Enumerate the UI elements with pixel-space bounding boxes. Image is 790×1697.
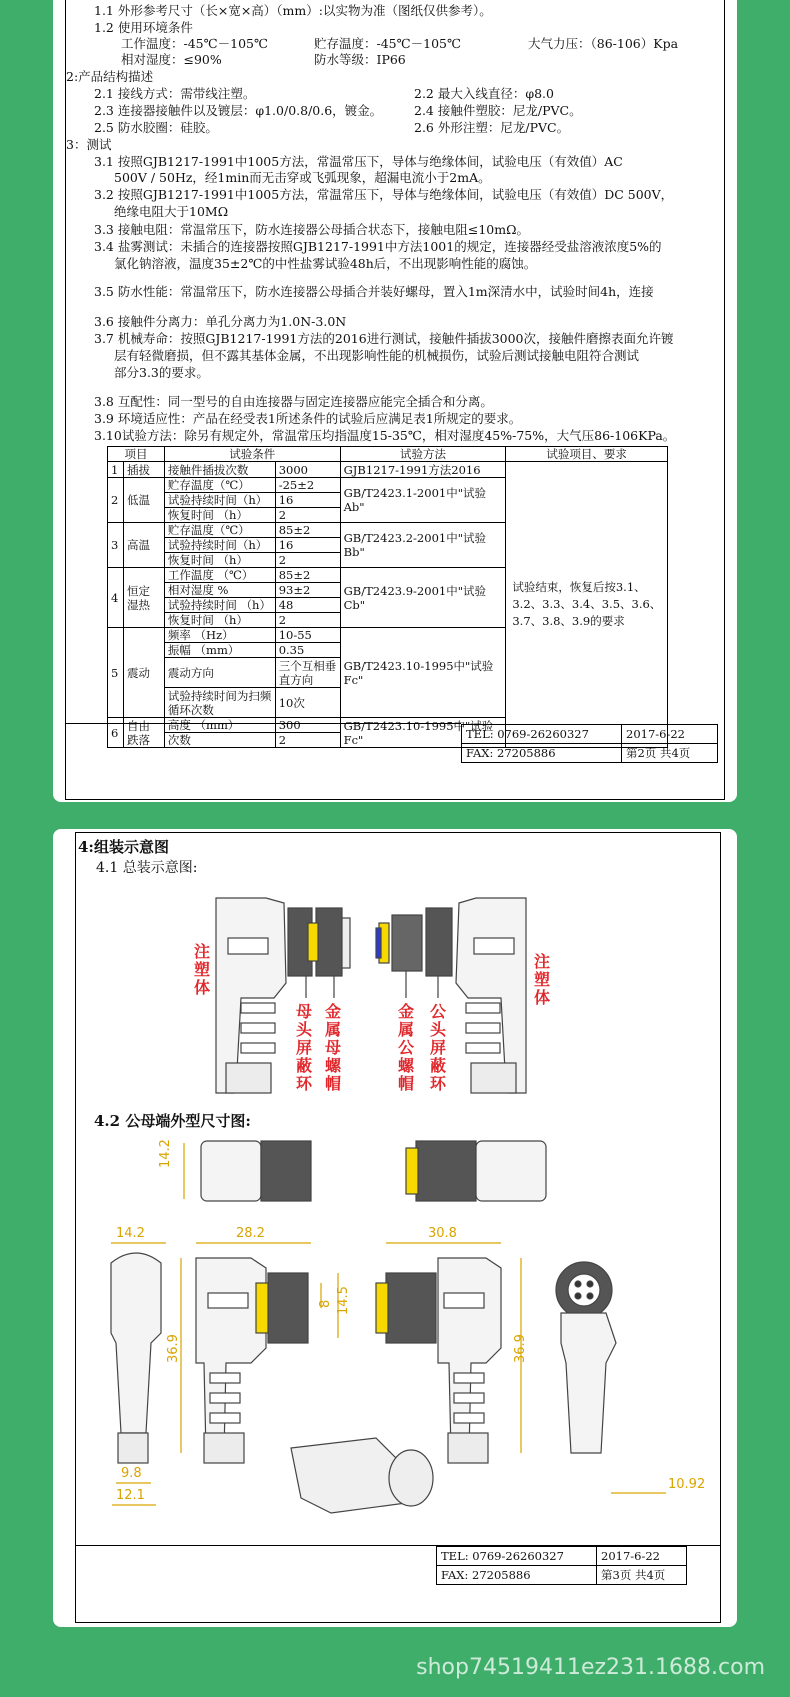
spec-3-9: 3.9 环境适应性：产品在经受表1所述条件的试验后应满足表1所规定的要求。 [94, 411, 522, 426]
spec-sheet-frame [65, 0, 725, 800]
row-no: 3 [108, 523, 124, 568]
spec-3-7c: 部分3.3的要求。 [114, 365, 209, 380]
cond-name: 高度 （mm） [164, 718, 275, 733]
cond-value: 10-55 [275, 628, 340, 643]
header-method: 试验方法 [340, 447, 506, 462]
header-requirement: 试验项目、要求 [506, 447, 668, 462]
dim-label: 30.8 [428, 1226, 457, 1241]
env-pressure: 大气力压：（86-106）Kpa [528, 36, 679, 51]
dim-label: 14.5 [336, 1286, 351, 1315]
dimension-drawing [76, 1133, 716, 1533]
spec-3-7b: 层有轻微磨损，但不露其基体金属，不出现影响性能的机械损伤，试验后测试接触电阻符合测试 [114, 348, 640, 363]
drawing-sheet-frame [75, 832, 721, 1623]
env-humidity: 相对湿度：≤90% [121, 52, 222, 67]
row-item: 恒定湿热 [123, 568, 164, 628]
cond-name: 相对湿度 % [164, 583, 275, 598]
cond-name: 震动方向 [164, 658, 275, 688]
spec-3-3: 3.3 接触电阻：常温常压下，防水连接器公母插合状态下，接触电阻≤10mΩ。 [94, 222, 529, 237]
dim-label: 36.9 [166, 1334, 181, 1363]
spec-2-3: 2.3 连接器接触件以及镀层：φ1.0/0.8/0.6，镀金。 [94, 103, 383, 118]
cond-value: 2 [275, 733, 340, 748]
cond-name: 恢复时间 （h） [164, 508, 275, 523]
assembly-subtitle: 4.1 总装示意图: [96, 860, 198, 876]
row-method: GB/T2423.1-2001中"试验Ab" [340, 478, 506, 523]
shop-watermark: shop74519411ez231.1688.com [416, 1655, 765, 1680]
dimension-subtitle: 4.2 公母端外型尺寸图: [94, 1112, 251, 1130]
spec-3-8: 3.8 互配性：同一型号的自由连接器与固定连接器应能完全插合和分离。 [94, 394, 493, 409]
cond-name: 贮存温度（℃） [164, 478, 275, 493]
spec-3-5: 3.5 防水性能：常温常压下，防水连接器公母插合并装好螺母，置入1m深清水中，试验时间4h，连接 [94, 284, 654, 299]
cond-value: 10次 [275, 688, 340, 718]
header-item: 项目 [108, 447, 165, 462]
row-method: GJB1217-1991方法2016 [340, 462, 506, 478]
row-method: GB/T2423.10-1995中"试验Fc" [340, 718, 506, 748]
cond-name: 试验持续时间为扫频循环次数 [164, 688, 275, 718]
spec-3-6: 3.6 接触件分离力：单孔分离力为1.0N-3.0N [94, 314, 347, 329]
spec-3-10: 3.10试验方法：除另有规定外，常温常压均指温度15-35℃，相对湿度45%-75%，大气压86-106KPa。 [94, 428, 676, 443]
cond-name: 恢复时间 （h） [164, 553, 275, 568]
header-condition: 试验条件 [164, 447, 340, 462]
cond-value: 85±2 [275, 568, 340, 583]
cond-name: 工作温度 （℃） [164, 568, 275, 583]
cond-name: 次数 [164, 733, 275, 748]
table-row [108, 462, 668, 478]
row-no: 5 [108, 628, 124, 718]
footer-fax: FAX: 27205886 [462, 744, 622, 763]
cond-name: 振幅 （mm） [164, 643, 275, 658]
footer-date: 2017-6-22 [622, 725, 718, 744]
spec-2-1: 2.1 接线方式：需带线注塑。 [94, 86, 256, 101]
cond-value: 三个互相垂直方向 [275, 658, 340, 688]
spec-3-7a: 3.7 机械寿命：按照GJB1217-1991方法的2016进行测试，接触件插拔3000次，接触件磨擦表面允许镀 [94, 331, 674, 346]
row-no: 4 [108, 568, 124, 628]
spec-3-1b: 500V / 50Hz，经1min而无击穿或飞弧现象，超漏电流小于2mA。 [114, 170, 491, 185]
row-item: 自由跌落 [123, 718, 164, 748]
cond-value: 300 [275, 718, 340, 733]
row-method: GB/T2423.2-2001中"试验Bb" [340, 523, 506, 568]
dim-label: 28.2 [236, 1226, 265, 1241]
cond-value: 0.35 [275, 643, 340, 658]
dim-label: 9.8 [121, 1466, 142, 1481]
cond-name: 贮存温度（℃） [164, 523, 275, 538]
row-no: 6 [108, 718, 124, 748]
cond-value: 85±2 [275, 523, 340, 538]
spec-3-4a: 3.4 盐雾测试：未插合的连接器按照GJB1217-1991中方法1001的规定，连接器经受盐溶液浓度5%的 [94, 239, 662, 254]
row-method: GB/T2423.10-1995中"试验Fc" [340, 628, 506, 718]
cond-value: 2 [275, 613, 340, 628]
cond-name: 试验持续时间（h） [164, 538, 275, 553]
label-right-body: 注塑体 [534, 952, 551, 1007]
cond-value: 16 [275, 493, 340, 508]
row-item: 高温 [123, 523, 164, 568]
row-no: 2 [108, 478, 124, 523]
label-male-shield: 公头屏蔽环 [430, 1002, 447, 1093]
label-left-body: 注塑体 [194, 942, 211, 997]
footer-tel: TEL: 0769-26260327 [462, 725, 622, 744]
footer-page: 第2页 共4页 [622, 744, 718, 763]
footer-divider [66, 723, 461, 724]
footer-date: 2017-6-22 [597, 1547, 687, 1566]
spec-3-1a: 3.1 按照GJB1217-1991中1005方法，常温常压下，导体与绝缘体间，试验电压（有效值）AC [94, 154, 623, 169]
env-work-temp: 工作温度：-45℃－105℃ [121, 36, 268, 51]
table-header-row [108, 447, 668, 462]
section-3-title: 3：测试 [66, 137, 112, 152]
spec-2-2: 2.2 最大入线直径：φ8.0 [414, 86, 554, 101]
cond-value: 2 [275, 553, 340, 568]
spec-2-5: 2.5 防水胶圈：硅胶。 [94, 120, 218, 135]
spec-page-3 [53, 829, 737, 1627]
cond-value: 3000 [275, 462, 340, 478]
assembly-drawing [76, 873, 716, 1113]
section-4-title: 4:组装示意图 [78, 838, 169, 856]
dim-label: 14.2 [116, 1226, 145, 1241]
cond-value: 2 [275, 508, 340, 523]
spec-1-2: 1.2 使用环境条件 [94, 20, 193, 35]
cond-name: 恢复时间 （h） [164, 613, 275, 628]
row-item: 插拔 [123, 462, 164, 478]
cond-name: 接触件插拔次数 [164, 462, 275, 478]
test-table [107, 446, 668, 748]
spec-3-2b: 绝缘电阻大于10MΩ [114, 204, 229, 219]
cond-name: 试验持续时间 （h） [164, 598, 275, 613]
section-2-title: 2:产品结构描述 [66, 69, 154, 84]
row-no: 1 [108, 462, 124, 478]
env-store-temp: 贮存温度：-45℃－105℃ [314, 36, 461, 51]
spec-page-2 [53, 0, 737, 802]
spec-3-4b: 氯化钠溶液，温度35±2℃的中性盐雾试验48h后，不出现影响性能的腐蚀。 [114, 256, 537, 271]
dim-label: 12.1 [116, 1488, 145, 1503]
footer-block [461, 724, 718, 763]
dim-label: 10.92 [668, 1477, 706, 1492]
cond-name: 试验持续时间（h） [164, 493, 275, 508]
row-item: 震动 [123, 628, 164, 718]
env-waterproof: 防水等级：IP66 [314, 52, 406, 67]
footer-block [436, 1546, 687, 1585]
row-item: 低温 [123, 478, 164, 523]
cond-value: 93±2 [275, 583, 340, 598]
cond-value: -25±2 [275, 478, 340, 493]
cond-value: 16 [275, 538, 340, 553]
label-female-shield: 母头屏蔽环 [296, 1002, 313, 1093]
cond-name: 频率 （Hz） [164, 628, 275, 643]
label-female-nut: 金属母螺帽 [325, 1002, 342, 1093]
footer-tel: TEL: 0769-26260327 [437, 1547, 597, 1566]
dim-label: 8 [318, 1299, 333, 1308]
spec-2-4: 2.4 接触件塑胶：尼龙/PVC。 [414, 103, 582, 118]
spec-2-6: 2.6 外形注塑：尼龙/PVC。 [414, 120, 570, 135]
result-requirement: 试验结束，恢复后按3.1、3.2、3.3、3.4、3.5、3.6、3.7、3.8、3.9的要求 [506, 462, 668, 748]
dim-label: 14.2 [158, 1139, 173, 1168]
spec-3-2a: 3.2 按照GJB1217-1991中1005方法，常温常压下，导体与绝缘体间，试验电压（有效值）DC 500V， [94, 187, 674, 202]
dim-label: 36.9 [513, 1334, 528, 1363]
footer-page: 第3页 共4页 [597, 1566, 687, 1585]
footer-fax: FAX: 27205886 [437, 1566, 597, 1585]
spec-1-1: 1.1 外形参考尺寸（长×宽×高）（mm）:以实物为准（图纸仅供参考）。 [94, 3, 492, 18]
row-method: GB/T2423.9-2001中"试验Cb" [340, 568, 506, 628]
cond-value: 48 [275, 598, 340, 613]
label-male-nut: 金属公螺帽 [398, 1002, 415, 1093]
